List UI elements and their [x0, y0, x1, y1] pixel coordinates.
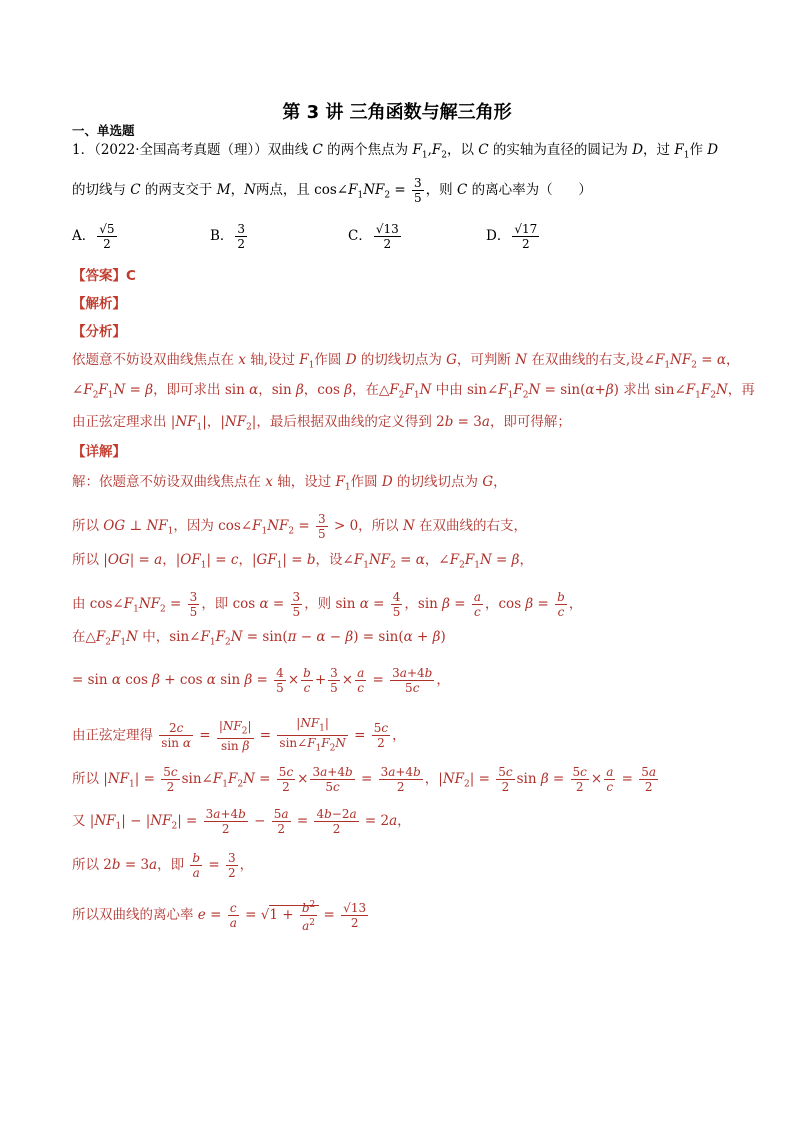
analysis-line-3: 由正弦定理求出 $|NF_1|$，$|NF_2|$，最后根据双曲线的定义得到 2b = 3a，即可得解；: [72, 414, 571, 433]
detail-line-10: 所以 2b = 3a，即 $\frac{b}{a}$ = $\frac{3}{2}$ ，: [72, 851, 254, 880]
detail-line-4: 由 $\cos\angle F_1NF_2$ = $\frac{3}{5}$ ，即 cos α = $\frac{3}{5}$ ，则 sin α = $\frac{4}{5}$ ，sin β = $\frac{a}{c}$ ，cos β = $\frac{b}{c}$ ，: [72, 590, 583, 619]
detail-line-5: 在$\triangle F_2F_1N$ 中，$\sin\angle F_1F_2N = \sin(\pi - \alpha - \beta) = \sin(\alpha + \beta)$: [72, 629, 446, 648]
answer-label: 【答案】C: [72, 268, 136, 284]
fenxi-label: 【分析】: [72, 324, 126, 340]
detail-line-6: = sin α cos β + cos α sin β = $\frac{4}{5}$ × $\frac{b}{c}$ + $\frac{3}{5}$ × $\frac{a}{c}$ = $\frac{3a+4b}{5c}$ ，: [72, 666, 450, 695]
analysis-line-1: 依题意不妨设双曲线焦点在 x 轴,设过 $F_1$作圆 D 的切线切点为 G，可判断 N 在双曲线的右支,设$\angle F_1NF_2 = \alpha$，: [72, 352, 740, 371]
detail-line-2: 所以 OG ⊥ $NF_1$，因为 $\cos\angle F_1NF_2$ = $\frac{3}{5}$ > 0，所以 N 在双曲线的右支，: [72, 512, 528, 541]
detail-line-11: 所以双曲线的离心率 e = $\frac{c}{a}$ = √1 + $\frac{b^2}{a^2}$ = $\frac{√13}{2}$: [72, 900, 367, 933]
detail-line-9: 又 $|NF_1| - |NF_2|$ = $\frac{3a+4b}{2}$ − $\frac{5a}{2}$ = $\frac{4b-2a}{2}$ = 2a，: [72, 807, 411, 836]
option-a: A． $\frac{√5}{2}$: [72, 222, 115, 251]
option-b: B． $\frac{3}{2}$: [210, 222, 246, 251]
option-c: C． $\frac{√13}{2}$: [348, 222, 399, 251]
analysis-line-2: $\angle F_2F_1N = \beta$，即可求出 sin α，sin β，cos β，在$\triangle F_2F_1N$ 中由 $\sin\angle F_1F_2N = \sin(\alpha+\beta)$ 求出 $\sin\angle F_1F_2N$，再: [72, 382, 755, 401]
option-d: D． $\frac{√17}{2}$: [486, 222, 538, 251]
jiexi-label: 【解析】: [72, 296, 126, 312]
question-line-2: 的切线与 C 的两支交于 M，N两点，且 $\cos\angle F_1NF_2$ = $\frac{3}{5}$ ，则 C 的离心率为（ ）: [72, 176, 592, 205]
question-line-1: 1．（2022·全国高考真题（理））双曲线 C 的两个焦点为 $F_1,F_2$，以 C 的实轴为直径的圆记为 D，过 $F_1$作 D: [72, 142, 719, 161]
section-heading: 一、单选题: [72, 123, 135, 138]
detail-line-3: 所以 |OG| = a，$|OF_1| = c$，$|GF_1| = b$，设$\angle F_1NF_2 = \alpha$，$\angle F_2F_1N = \beta$，: [72, 552, 533, 571]
detail-line-1: 解：依题意不妨设双曲线焦点在 x 轴，设过 $F_1$作圆 D 的切线切点为 G，: [72, 474, 507, 493]
page-title: 第 3 讲 三角函数与解三角形: [282, 102, 512, 123]
detail-line-8: 所以 $|NF_1|$ = $\frac{5c}{2}$ $\sin\angle F_1F_2N$ = $\frac{5c}{2}$ × $\frac{3a+4b}{5c}$ = $\frac{3a+4b}{2}$ ，$|NF_2|$ = $\frac{5c}{2}$ sin β = $\frac{5c}{2}$ × $\frac{a}{c}$ = $\frac{5a}{2}$: [72, 765, 657, 794]
detail-label: 【详解】: [72, 444, 126, 460]
detail-line-7: 由正弦定理得 $\frac{2c}{\text{sin α}}$ = $\frac{|NF_2|}{\text{sin β}}$ = $\frac{|NF_1|}{\sin\angle F_1F_2N}$ = $\frac{5c}{2}$ ，: [72, 716, 406, 754]
